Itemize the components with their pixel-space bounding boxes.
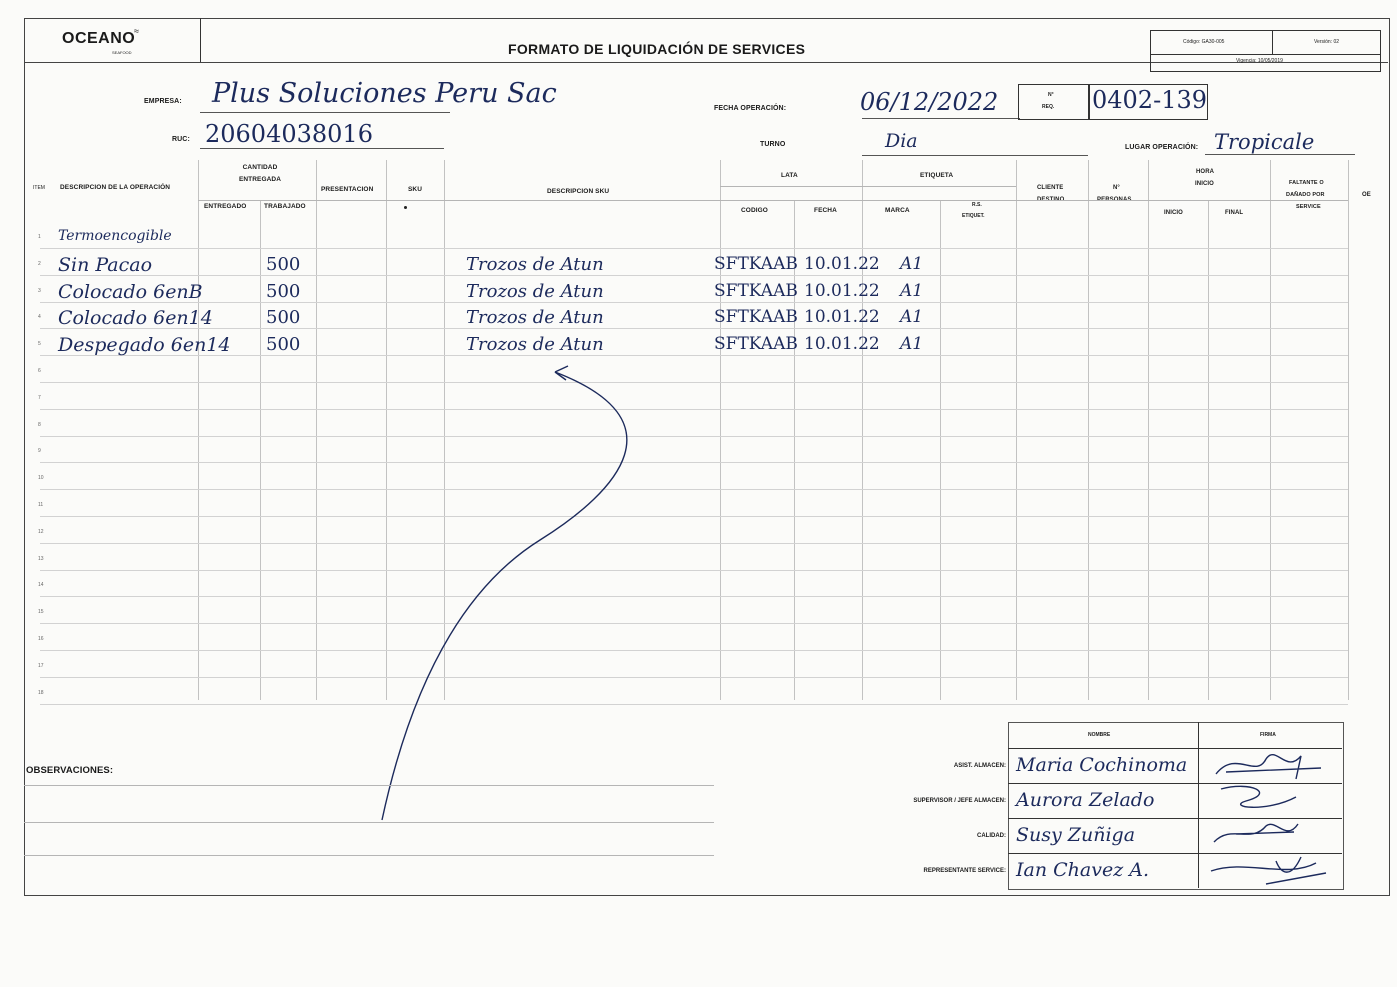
codigo-text: Código: GA30-005 xyxy=(1183,39,1225,45)
logo-subtext: SEAFOOD xyxy=(112,50,132,55)
row-line xyxy=(40,516,1348,517)
ruc-underline xyxy=(200,148,444,149)
col-codigo: CODIGO xyxy=(741,207,768,214)
fecha-operacion-label: FECHA OPERACIÓN: xyxy=(714,105,787,112)
empresa-value: Plus Soluciones Peru Sac xyxy=(212,78,557,109)
row-number: 6 xyxy=(38,368,41,374)
grid-v-oe xyxy=(1348,160,1349,700)
row-line xyxy=(40,328,1348,329)
col-item: ITEM xyxy=(33,185,45,191)
entry-marca: A1 xyxy=(900,333,924,354)
row-number: 15 xyxy=(38,609,44,616)
lugar-operacion-value: Tropicale xyxy=(1214,130,1315,154)
row-line xyxy=(40,382,1348,383)
grid-h-sub xyxy=(198,200,1348,201)
entry-desc: Despegado 6en14 xyxy=(58,333,231,356)
col-hora-inicio: INICIO xyxy=(1195,181,1214,187)
hand-drawn-arrow xyxy=(370,360,670,830)
entry-codigo: SFTKAAB xyxy=(714,307,798,327)
entry-fecha: 10.01.22 xyxy=(804,254,880,274)
obs-line-3 xyxy=(24,855,714,856)
col-trabajado: TRABAJADO xyxy=(264,203,306,210)
turno-underline xyxy=(862,155,1088,156)
row-number: 13 xyxy=(38,555,44,562)
row-line xyxy=(40,409,1348,410)
turno-value: Dia xyxy=(885,130,918,152)
col-fecha: FECHA xyxy=(814,207,837,214)
entry-marca: A1 xyxy=(900,280,924,301)
col-final: FINAL xyxy=(1225,210,1244,216)
lugar-underline xyxy=(1205,154,1355,155)
entry-qty: 500 xyxy=(266,333,301,355)
signature-scribble-icon xyxy=(1206,744,1336,784)
entry-sku-desc: Trozos de Atun xyxy=(466,254,604,275)
row-number: 11 xyxy=(38,502,44,508)
entry-sku-desc: Trozos de Atun xyxy=(466,280,604,302)
entry-codigo: SFTKAAB xyxy=(714,254,798,274)
entry-qty: 500 xyxy=(266,254,301,275)
ruc-label: RUC: xyxy=(172,136,190,143)
row-line xyxy=(40,704,1348,705)
entry-fecha: 10.01.22 xyxy=(804,280,880,301)
row-number: 4 xyxy=(38,314,41,321)
signature-scribble-icon xyxy=(1206,779,1336,819)
col-lata: LATA xyxy=(781,172,798,179)
col-cantidad-text: CANTIDAD ENTREGADA xyxy=(238,164,282,183)
col-entregado: ENTREGADO xyxy=(204,203,247,210)
col-cantidad xyxy=(234,162,286,186)
sig-name: Aurora Zelado xyxy=(1016,789,1155,811)
col-faltante-3: SERVICE xyxy=(1296,204,1321,210)
sig-role-label: SUPERVISOR / JEFE ALMACEN: xyxy=(913,798,1006,804)
row-line xyxy=(40,275,1348,276)
header-right-edge xyxy=(1380,30,1381,72)
sig-firma-header: FIRMA xyxy=(1260,732,1276,738)
col-cliente: CLIENTE xyxy=(1037,185,1064,191)
grid-v-hora xyxy=(1148,160,1149,700)
fecha-operacion-value: 06/12/2022 xyxy=(860,88,999,116)
entry-desc: Colocado 6en14 xyxy=(58,307,213,329)
col-personas-n: N° xyxy=(1113,185,1120,191)
col-faltante-1: FALTANTE O xyxy=(1289,180,1324,186)
arrow-head xyxy=(555,366,568,380)
header-divider-codes xyxy=(1150,30,1151,72)
col-descripcion: DESCRIPCION DE LA OPERACIÓN xyxy=(60,184,171,191)
wave-icon: ≈ xyxy=(134,26,139,36)
form-title: FORMATO DE LIQUIDACIÓN DE SERVICES xyxy=(508,41,806,57)
col-faltante-2: DAÑADO POR xyxy=(1286,192,1325,198)
entry-codigo: SFTKAAB xyxy=(714,280,798,301)
header-top-line xyxy=(1150,30,1380,31)
col-presentacion: PRESENTACION xyxy=(321,186,374,193)
logo-text: OCEANO xyxy=(62,30,136,47)
row-line xyxy=(40,302,1348,303)
version-text: Versión: 02 xyxy=(1314,39,1340,45)
sig-divider xyxy=(1198,722,1199,888)
col-hora: HORA xyxy=(1196,169,1215,175)
col-marca: MARCA xyxy=(885,207,910,214)
header-mid-line xyxy=(1150,54,1380,55)
entry-fecha: 10.01.22 xyxy=(804,307,880,327)
entry-sku-desc: Trozos de Atun xyxy=(466,307,604,328)
col-sku: SKU xyxy=(408,186,423,193)
req-label-n: N° xyxy=(1048,92,1054,98)
grid-v-desc xyxy=(198,160,199,700)
entry-qty: 500 xyxy=(266,280,301,302)
row-line xyxy=(40,543,1348,544)
row-number: 9 xyxy=(38,448,41,455)
row-line xyxy=(40,596,1348,597)
col-inicio: INICIO xyxy=(1164,210,1183,216)
row-line xyxy=(40,650,1348,651)
entry-marca: A1 xyxy=(900,254,924,274)
header-bot-line xyxy=(1150,71,1380,72)
grid-v-lata xyxy=(720,160,721,700)
signature-scribble-icon xyxy=(1206,849,1336,889)
grid-v-cliente xyxy=(1016,160,1017,700)
arrow-stroke xyxy=(382,372,627,820)
obs-line-2 xyxy=(24,822,714,823)
row-number: 10 xyxy=(38,475,44,482)
row-number: 16 xyxy=(38,636,44,642)
row-line xyxy=(40,248,1348,249)
obs-line-1 xyxy=(24,785,714,786)
grid-v-pres xyxy=(316,160,317,700)
row-line xyxy=(40,489,1348,490)
grid-v-etiqueta xyxy=(862,160,863,700)
row-number: 17 xyxy=(38,662,44,669)
row-number: 18 xyxy=(38,689,44,696)
col-oe: OE xyxy=(1362,192,1371,198)
entry-desc: Colocado 6enB xyxy=(58,280,203,303)
entry-desc: Termoencogible xyxy=(58,228,172,244)
turno-label: TURNO xyxy=(760,141,786,148)
sig-name: Ian Chavez A. xyxy=(1016,859,1149,881)
vigencia-text: Vigencia: 10/05/2019 xyxy=(1236,58,1283,64)
row-line xyxy=(40,355,1348,356)
row-line xyxy=(40,623,1348,624)
row-number: 12 xyxy=(38,528,44,535)
row-number: 7 xyxy=(38,394,41,401)
sig-role-label: ASIST. ALMACEN: xyxy=(953,763,1006,769)
header-divider-logo xyxy=(200,18,201,62)
req-label: REQ. xyxy=(1042,104,1055,110)
entry-fecha: 10.01.22 xyxy=(804,333,880,354)
entry-qty: 500 xyxy=(266,307,301,328)
row-number: 2 xyxy=(38,260,41,267)
sig-name: Maria Cochinoma xyxy=(1016,754,1188,776)
row-number: 14 xyxy=(38,582,44,589)
row-line xyxy=(40,570,1348,571)
entry-sku-desc: Trozos de Atun xyxy=(466,333,604,355)
observaciones-label: OBSERVACIONES: xyxy=(26,765,114,776)
sig-role-label: CALIDAD: xyxy=(977,833,1006,839)
ruc-value: 20604038016 xyxy=(205,120,373,148)
empresa-label: EMPRESA: xyxy=(144,98,182,105)
entry-desc: Sin Pacao xyxy=(58,254,153,276)
col-rs-etiquet: ETIQUET. xyxy=(962,213,985,219)
sig-name: Susy Zuñiga xyxy=(1016,824,1136,846)
col-descripcion-sku: DESCRIPCION SKU xyxy=(547,188,610,195)
col-etiqueta: ETIQUETA xyxy=(920,172,954,179)
row-line xyxy=(40,436,1348,437)
entry-marca: A1 xyxy=(900,307,924,327)
lugar-operacion-label: LUGAR OPERACIÓN: xyxy=(1125,144,1199,151)
logo xyxy=(62,26,139,55)
req-box xyxy=(1018,84,1090,120)
row-number: 3 xyxy=(38,287,41,294)
signature-scribble-icon xyxy=(1206,814,1336,854)
row-line xyxy=(40,677,1348,678)
header-divider-version xyxy=(1272,30,1273,54)
sig-nombre-header: NOMBRE xyxy=(1088,732,1111,738)
row-number: 1 xyxy=(38,234,41,240)
row-line xyxy=(40,462,1348,463)
grid-v-personas xyxy=(1088,160,1089,700)
sig-role-label: REPRESENTANTE SERVICE: xyxy=(923,868,1006,874)
col-rs: R.S. xyxy=(972,202,982,208)
row-number: 8 xyxy=(38,421,41,428)
grid-v-faltante xyxy=(1270,160,1271,700)
grid-h-lata xyxy=(720,186,1016,187)
empresa-underline xyxy=(200,112,450,113)
sku-dot xyxy=(404,206,407,209)
entry-codigo: SFTKAAB xyxy=(714,333,798,354)
row-number: 5 xyxy=(38,341,41,348)
req-value: 0402-139 xyxy=(1092,86,1207,114)
fecha-underline xyxy=(862,118,1020,119)
